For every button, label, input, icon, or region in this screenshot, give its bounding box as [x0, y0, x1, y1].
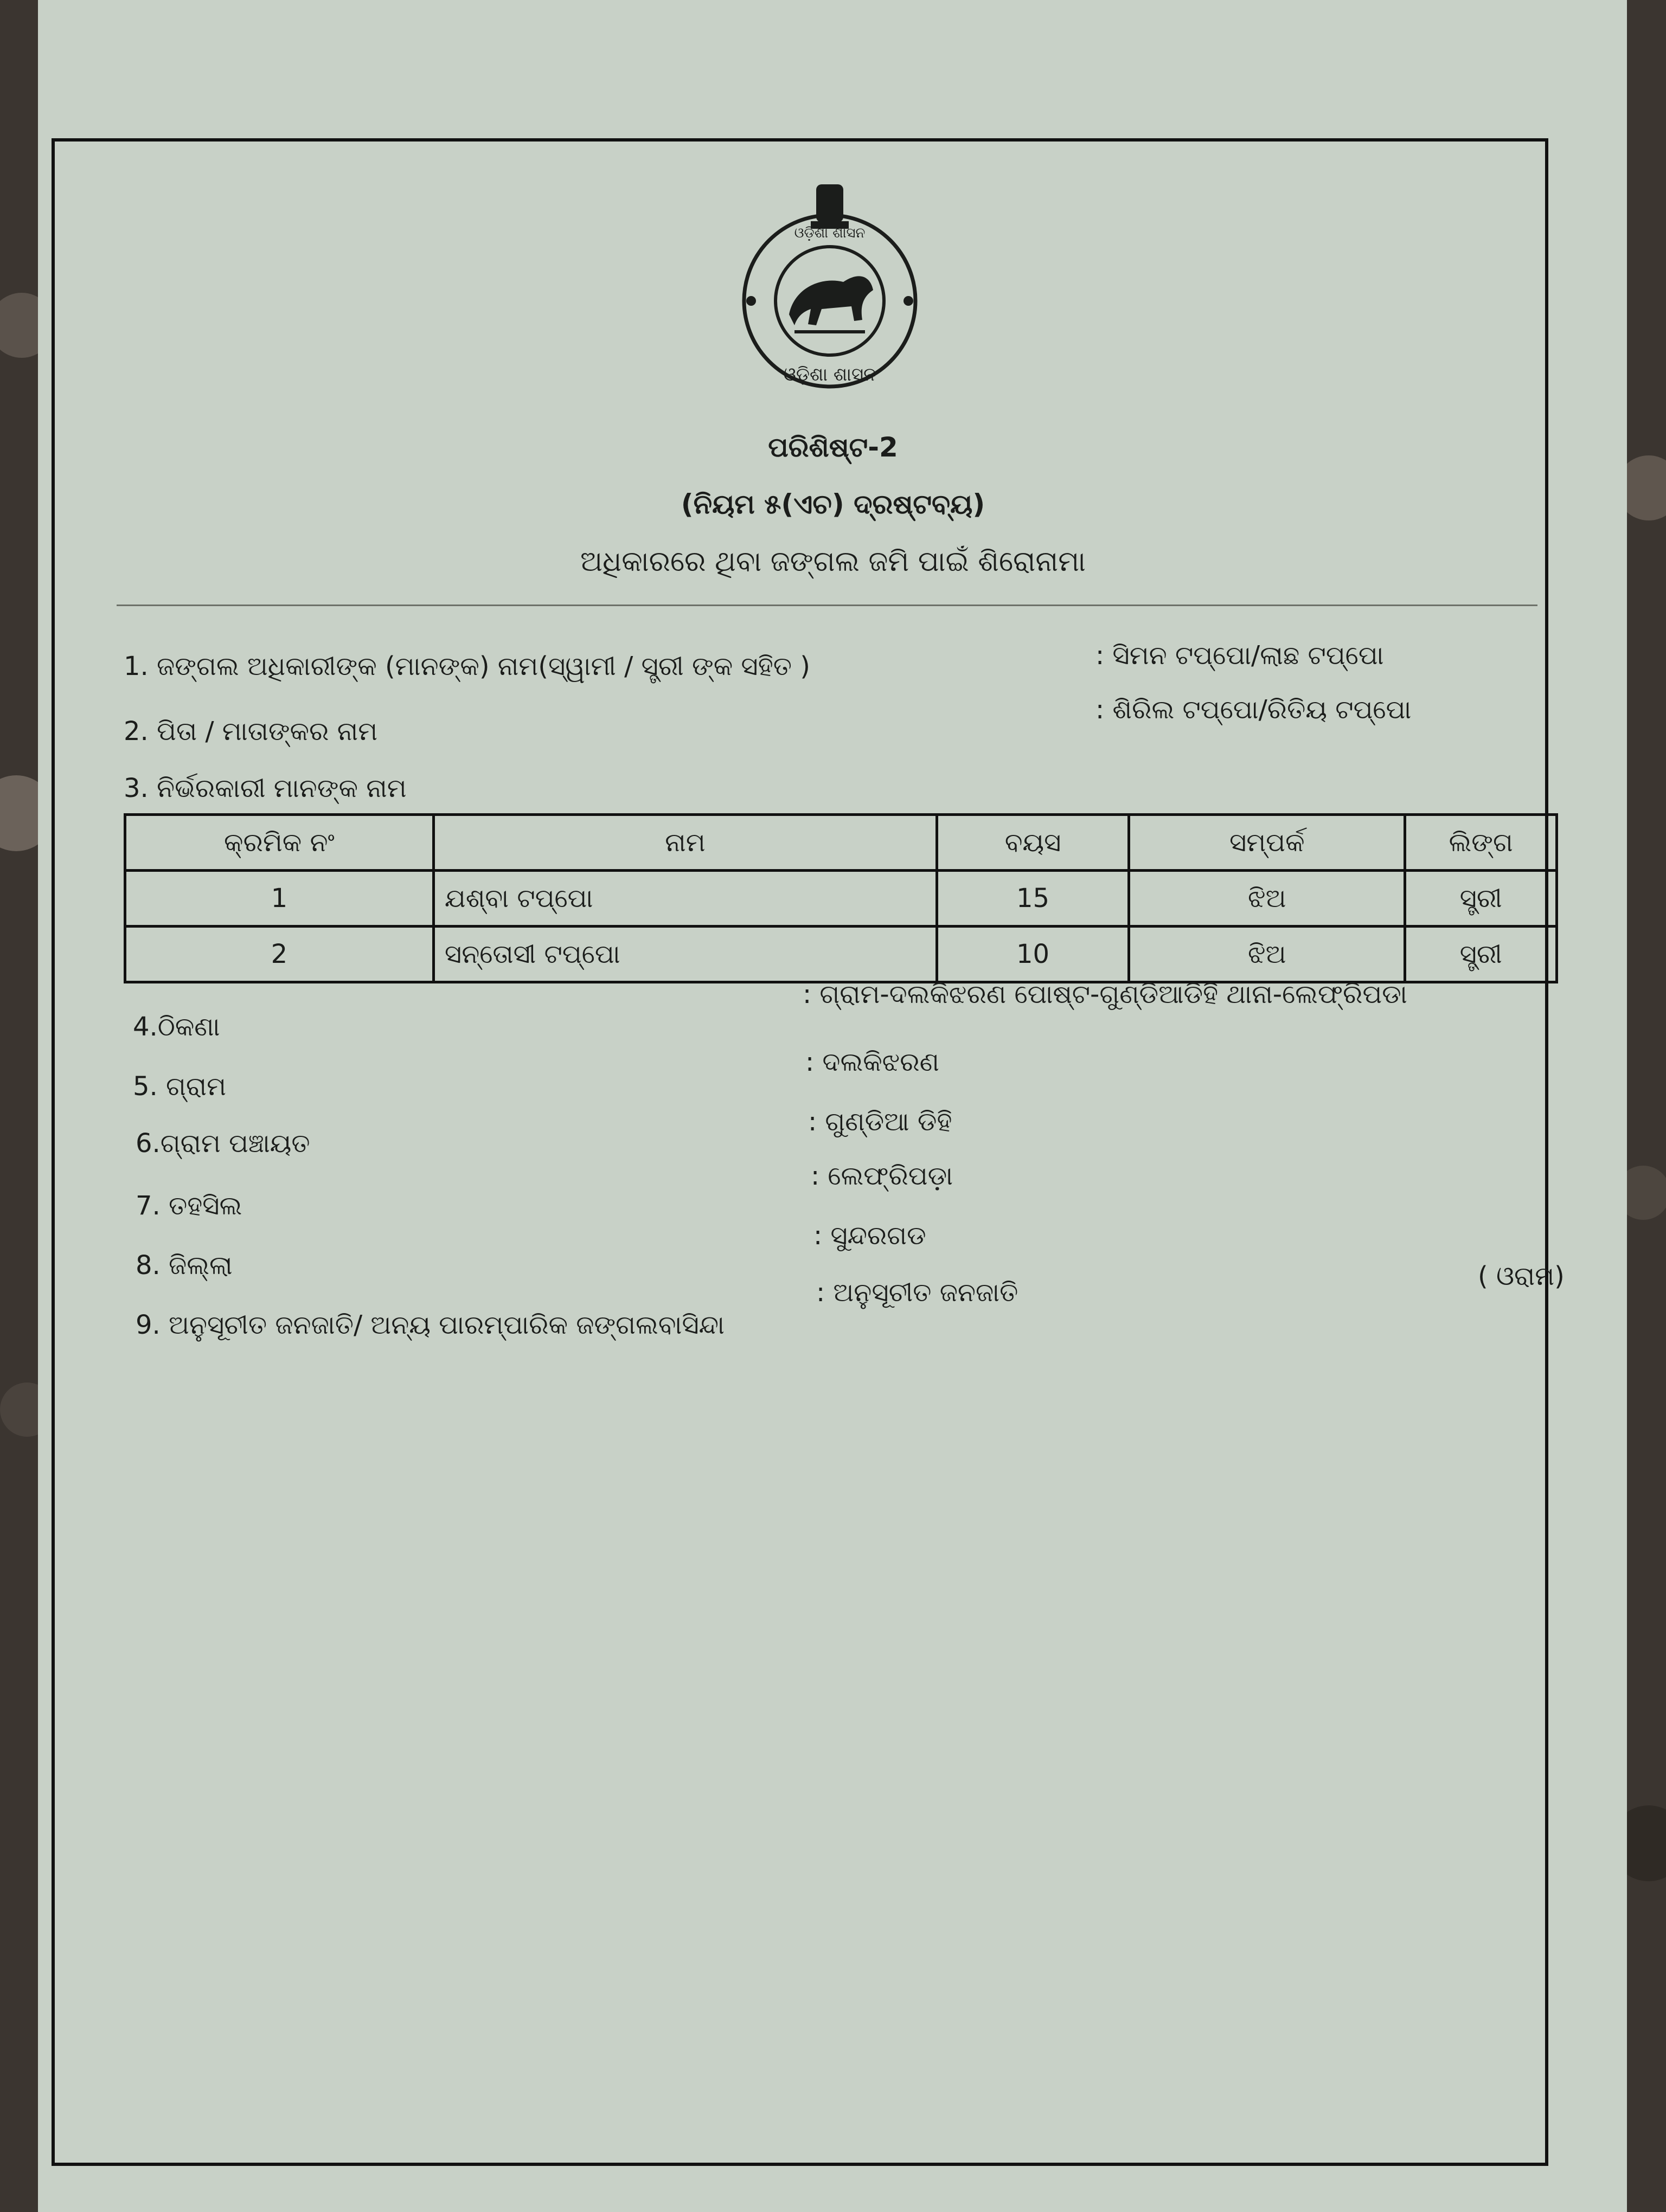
field-value-parent-name: : ଶିରିଲ ଟପ୍ପୋ/ରିତିୟ ଟପ୍ପୋ	[1095, 695, 1412, 725]
title-divider	[117, 605, 1537, 606]
seal-text-top: ଓଡ଼ିଶା ଶାସନ	[794, 225, 866, 241]
cell-gender: ସ୍ତ୍ରୀ	[1405, 927, 1557, 982]
cell-age: 15	[937, 871, 1129, 927]
cell-serial: 2	[125, 927, 434, 982]
col-header-name: ନାମ	[433, 815, 937, 871]
table-row	[125, 927, 1557, 982]
col-header-serial: କ୍ରମିକ ନଂ	[125, 815, 434, 871]
table-header-row	[125, 815, 1557, 871]
cell-gender: ସ୍ତ୍ରୀ	[1405, 871, 1557, 927]
field-value-holder-name: : ସିମନ ଟପ୍ପୋ/ଲାଛ ଟପ୍ପୋ	[1095, 640, 1384, 671]
odisha-government-seal	[729, 179, 930, 390]
col-header-age: ବୟସ	[937, 815, 1129, 871]
field-value-district: : ସୁନ୍ଦରଗଡ	[813, 1220, 926, 1251]
field-label-dependents: 3. ନିର୍ଭରକାରୀ ମାନଙ୍କ ନାମ	[124, 773, 407, 803]
field-label-tribe-status: 9. ଅନୁସୂଚୀତ ଜନଜାତି/ ଅନ୍ୟ ପାରମ୍ପାରିକ ଜଙ୍ଗଲବାସିନ୍ଦା	[136, 1310, 725, 1340]
field-note-tribe: ( ଓରାମ)	[1478, 1261, 1565, 1291]
field-label-parent-name: 2. ପିତା / ମାତାଙ୍କର ନାମ	[124, 716, 378, 747]
field-label-tahasil: 7. ତହସିଲ	[136, 1191, 242, 1221]
cell-relation: ଝିଅ	[1129, 871, 1405, 927]
cell-serial: 1	[125, 871, 434, 927]
cell-name: ସନ୍ତୋସୀ ଟପ୍ପୋ	[433, 927, 937, 982]
field-label-village: 5. ଗ୍ରାମ	[133, 1071, 226, 1102]
field-value-gram-panchayat: : ଗୁଣ୍ଡିଆ ଡିହି	[808, 1107, 952, 1137]
field-value-tahasil: : ଲେଫ୍ରିପଡ଼ା	[811, 1161, 953, 1191]
field-label-gram-panchayat: 6.ଗ୍ରାମ ପଞ୍ଚାୟତ	[136, 1128, 310, 1159]
rule-reference: (ନିୟମ ୫(ଏଚ) ଦ୍ରଷ୍ଟବ୍ୟ)	[681, 488, 985, 520]
field-label-holder-name: 1. ଜଙ୍ଗଲ ଅଧିକାରୀଙ୍କ (ମାନଙ୍କ) ନାମ(ସ୍ୱାମୀ / ସ୍ତ୍ରୀ ଙ୍କ ସହିତ )	[124, 651, 810, 681]
document-title: ଅଧିକାରରେ ଥିବା ଜଙ୍ଗଲ ଜମି ପାଇଁ ଶିରୋନାମା	[580, 545, 1086, 578]
field-label-district: 8. ଜିଲ୍ଲା	[136, 1250, 233, 1281]
cell-relation: ଝିଅ	[1129, 927, 1405, 982]
cell-age: 10	[937, 927, 1129, 982]
appendix-label: ପରିଶିଷ୍ଟ-2	[768, 432, 898, 463]
field-value-tribe-status: : ଅନୁସୂଚୀତ ଜନଜାତି	[816, 1277, 1018, 1308]
dependents-table	[124, 813, 1558, 983]
field-value-address: : ଗ୍ରାମ-ଦଲକିଝରଣ ପୋଷ୍ଟ-ଗୁଣ୍ଡିଆଡିହି ଥାନା-ଲେଫ୍ରିପଡା	[803, 979, 1407, 1009]
col-header-relation: ସମ୍ପର୍କ	[1129, 815, 1405, 871]
seal-text-bottom: ଓଡ଼ିଶା ଶାସନ	[783, 364, 876, 385]
field-value-village: : ଦଲକିଝରଣ	[805, 1047, 939, 1077]
table-row	[125, 871, 1557, 927]
col-header-gender: ଲିଙ୍ଗ	[1405, 815, 1557, 871]
cell-name: ଯଶ୍ବା ଟପ୍ପୋ	[433, 871, 937, 927]
field-label-address: 4.ଠିକଣା	[133, 1012, 220, 1042]
